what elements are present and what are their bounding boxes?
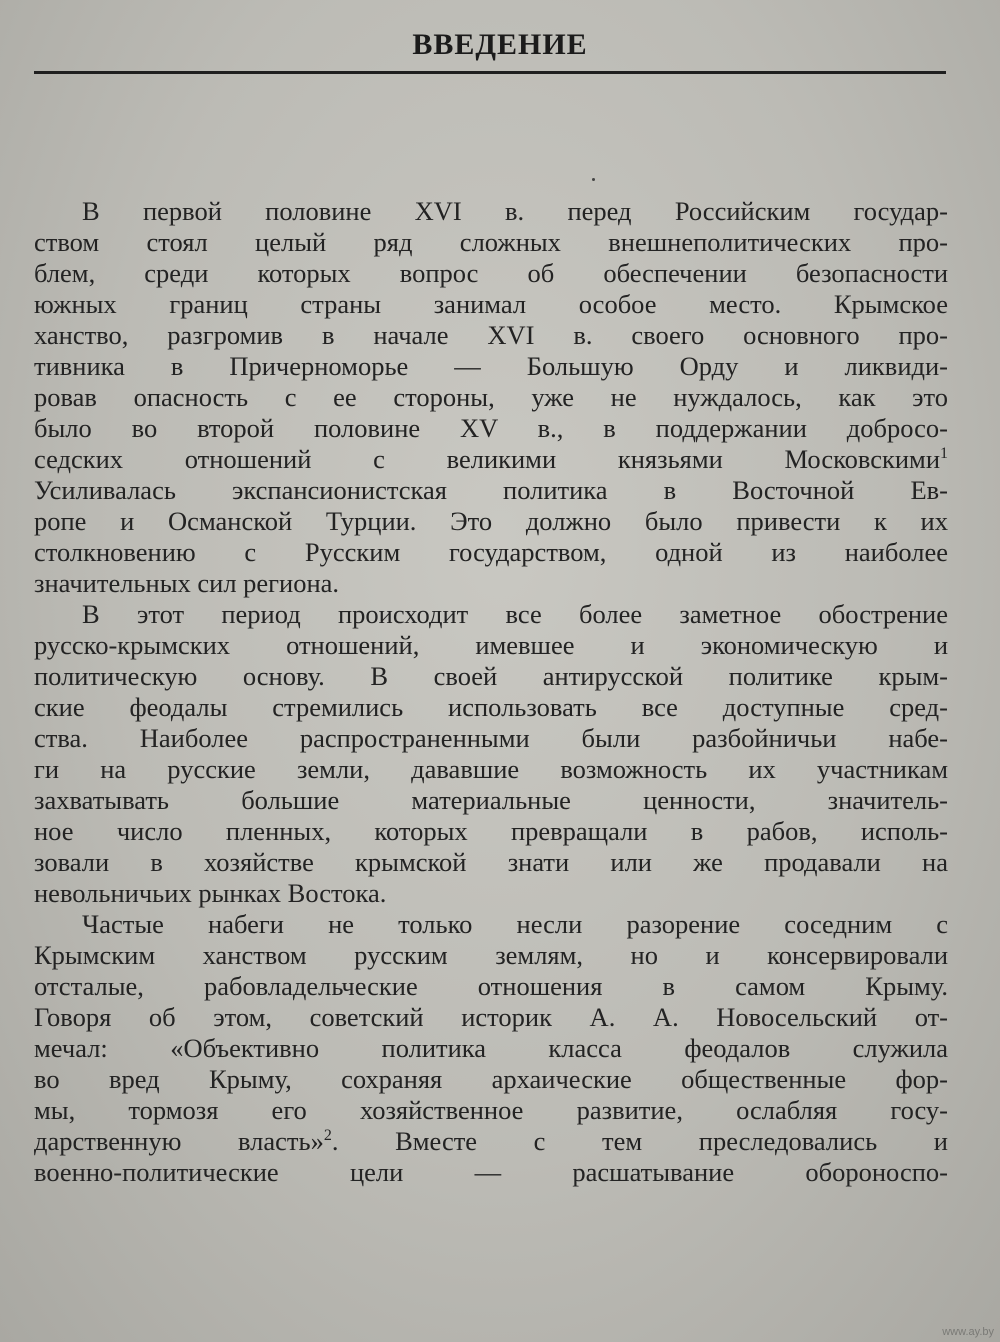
line-text: тивника в Причерноморье — Большую Орду и ликвиди- xyxy=(34,351,948,381)
text-line xyxy=(34,351,948,382)
print-speck xyxy=(592,178,595,181)
page-title: ВВЕДЕНИЕ xyxy=(412,28,588,61)
footnote-ref: 2 xyxy=(323,1127,332,1144)
text-line xyxy=(34,754,948,785)
text-line xyxy=(34,1157,948,1188)
line-text-continued: . Вместе с тем преследовались и xyxy=(331,1126,948,1156)
text-line xyxy=(34,475,948,506)
line-text: во вред Крыму, сохраняя архаические общественные фор- xyxy=(34,1064,948,1094)
text-line xyxy=(34,506,948,537)
text-line xyxy=(34,1095,948,1126)
text-line xyxy=(34,816,948,847)
line-text: было во второй половине XV в., в поддержании добросо- xyxy=(34,413,948,443)
line-text: политическую основу. В своей антирусской политике крым- xyxy=(34,661,948,691)
line-text: В первой половине XVI в. перед Российским государ- xyxy=(82,196,948,226)
text-line xyxy=(34,196,948,227)
line-text: южных границ страны занимал особое место. Крымское xyxy=(34,289,948,319)
text-line xyxy=(34,413,948,444)
line-text: ное число пленных, которых превращали в рабов, исполь- xyxy=(34,816,948,846)
text-line xyxy=(34,568,948,599)
line-text: значительных сил региона. xyxy=(34,568,340,598)
text-line xyxy=(34,878,948,909)
line-text: невольничьих рынках Востока. xyxy=(34,878,387,908)
line-text: столкновению с Русским государством, одной из наиболее xyxy=(34,537,948,567)
line-text: Усиливалась экспансионистская политика в Восточной Ев- xyxy=(34,475,948,505)
line-text: Говоря об этом, советский историк А. А. Новосельский от- xyxy=(34,1002,948,1032)
line-text: ские феодалы стремились использовать все доступные сред- xyxy=(34,692,948,722)
text-line xyxy=(34,444,948,475)
line-text: мы, тормозя его хозяйственное развитие, ослабляя госу- xyxy=(34,1095,948,1125)
text-line xyxy=(34,1002,948,1033)
text-line xyxy=(34,692,948,723)
line-text: ством стоял целый ряд сложных внешнеполитических про- xyxy=(34,227,948,257)
footnote-ref: 1 xyxy=(940,445,948,462)
watermark: www.ay.by xyxy=(942,1326,994,1338)
body-text xyxy=(34,196,948,1188)
text-line xyxy=(34,599,948,630)
line-text: мечал: «Объективно политика класса феодалов служила xyxy=(34,1033,948,1063)
line-text: военно-политические цели — расшатывание обороноспо- xyxy=(34,1157,948,1187)
line-text: ги на русские земли, дававшие возможность их участникам xyxy=(34,754,948,784)
text-line xyxy=(34,1033,948,1064)
text-line xyxy=(34,940,948,971)
text-line xyxy=(34,847,948,878)
text-line xyxy=(34,630,948,661)
line-text: дарственную власть» xyxy=(34,1126,324,1156)
line-text: русско-крымских отношений, имевшее и экономическую и xyxy=(34,630,948,660)
text-line xyxy=(34,785,948,816)
text-line xyxy=(34,320,948,351)
line-text: седских отношений с великими князьями Московскими xyxy=(34,444,940,474)
line-text: Частые набеги не только несли разорение соседним с xyxy=(82,909,948,939)
text-line xyxy=(34,537,948,568)
line-text: Крымским ханством русским землям, но и консервировали xyxy=(34,940,948,970)
text-line xyxy=(34,289,948,320)
line-text: В этот период происходит все более заметное обострение xyxy=(82,599,948,629)
line-text: ства. Наиболее распространенными были разбойничьи набе- xyxy=(34,723,948,753)
line-text: отсталые, рабовладельческие отношения в самом Крыму. xyxy=(34,971,948,1001)
text-line xyxy=(34,909,948,940)
line-text: зовали в хозяйстве крымской знати или же продавали на xyxy=(34,847,948,877)
heading-rule xyxy=(34,71,946,74)
text-line xyxy=(34,258,948,289)
line-text: захватывать большие материальные ценности, значитель- xyxy=(34,785,948,815)
text-line xyxy=(34,723,948,754)
text-line xyxy=(34,382,948,413)
line-text: ропе и Османской Турции. Это должно было привести к их xyxy=(34,506,948,536)
line-text: ровав опасность с ее стороны, уже не нуждалось, как это xyxy=(34,382,948,412)
text-line xyxy=(34,1126,948,1157)
text-line xyxy=(34,227,948,258)
line-text: блем, среди которых вопрос об обеспечении безопасности xyxy=(34,258,948,288)
line-text: ханство, разгромив в начале XVI в. своего основного про- xyxy=(34,320,948,350)
text-line xyxy=(34,971,948,1002)
text-line xyxy=(34,1064,948,1095)
text-line xyxy=(34,661,948,692)
